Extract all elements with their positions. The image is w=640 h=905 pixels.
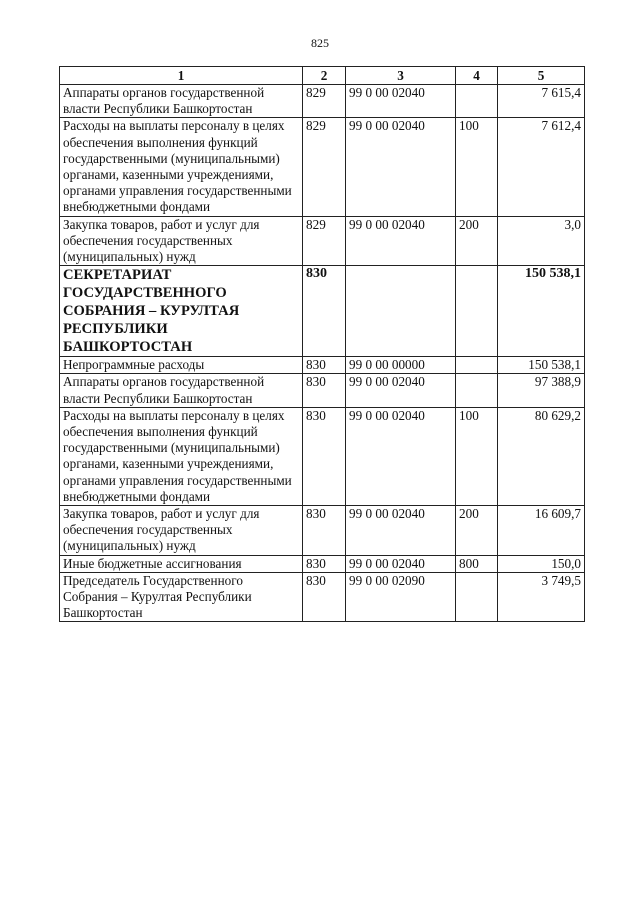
row-code: 830 (303, 374, 346, 407)
row-type: 200 (456, 216, 498, 266)
row-code: 829 (303, 118, 346, 216)
row-code: 830 (303, 407, 346, 505)
row-program: 99 0 00 02040 (346, 555, 456, 572)
row-program: 99 0 00 02040 (346, 85, 456, 118)
row-amount: 16 609,7 (498, 506, 585, 556)
row-name: Расходы на выплаты персоналу в целях обеспечения выполнения функций государственными (муниципальными) органами, казенными учреждениями, органами управления государственными внебюджетными фондами (60, 407, 303, 505)
row-type (456, 572, 498, 622)
table-row (60, 555, 585, 572)
table-row (60, 216, 585, 266)
column-header: 5 (498, 67, 585, 85)
row-code: 830 (303, 357, 346, 374)
row-code: 830 (303, 506, 346, 556)
row-program: 99 0 00 02040 (346, 118, 456, 216)
row-name: Закупка товаров, работ и услуг для обеспечения государственных (муниципальных) нужд (60, 506, 303, 556)
table-row (60, 572, 585, 622)
table-row (60, 357, 585, 374)
row-type (456, 266, 498, 357)
row-program: 99 0 00 02090 (346, 572, 456, 622)
row-code: 829 (303, 216, 346, 266)
row-name: Закупка товаров, работ и услуг для обеспечения государственных (муниципальных) нужд (60, 216, 303, 266)
row-type (456, 374, 498, 407)
column-header: 1 (60, 67, 303, 85)
row-program: 99 0 00 02040 (346, 407, 456, 505)
row-amount: 150 538,1 (498, 266, 585, 357)
column-header: 3 (346, 67, 456, 85)
row-amount: 150,0 (498, 555, 585, 572)
row-name: СЕКРЕТАРИАТ ГОСУДАРСТВЕННОГО СОБРАНИЯ – КУРУЛТАЯ РЕСПУБЛИКИ БАШКОРТОСТАН (60, 266, 303, 357)
row-name: Аппараты органов государственной власти Республики Башкортостан (60, 85, 303, 118)
row-code: 830 (303, 555, 346, 572)
row-code: 830 (303, 572, 346, 622)
column-header: 2 (303, 67, 346, 85)
table-row (60, 407, 585, 505)
table-row-section (60, 266, 585, 357)
row-name: Непрограммные расходы (60, 357, 303, 374)
row-type: 100 (456, 118, 498, 216)
row-amount: 7 612,4 (498, 118, 585, 216)
column-header: 4 (456, 67, 498, 85)
row-type: 100 (456, 407, 498, 505)
row-program: 99 0 00 02040 (346, 506, 456, 556)
table-row (60, 118, 585, 216)
row-amount: 3,0 (498, 216, 585, 266)
table-row (60, 506, 585, 556)
row-name: Председатель Государственного Собрания – Курултая Республики Башкортостан (60, 572, 303, 622)
table-row (60, 374, 585, 407)
row-type (456, 357, 498, 374)
row-name: Расходы на выплаты персоналу в целях обеспечения выполнения функций государственными (муниципальными) органами, казенными учреждениями, органами управления государственными внебюджетными фондами (60, 118, 303, 216)
row-program: 99 0 00 02040 (346, 216, 456, 266)
table-header-row (60, 67, 585, 85)
row-code: 829 (303, 85, 346, 118)
budget-table (59, 66, 585, 622)
row-program: 99 0 00 02040 (346, 374, 456, 407)
row-amount: 97 388,9 (498, 374, 585, 407)
row-amount: 3 749,5 (498, 572, 585, 622)
row-amount: 7 615,4 (498, 85, 585, 118)
row-amount: 80 629,2 (498, 407, 585, 505)
table-row (60, 85, 585, 118)
page-number: 825 (311, 36, 329, 50)
row-name: Иные бюджетные ассигнования (60, 555, 303, 572)
row-type: 200 (456, 506, 498, 556)
row-program (346, 266, 456, 357)
row-name: Аппараты органов государственной власти Республики Башкортостан (60, 374, 303, 407)
row-code: 830 (303, 266, 346, 357)
row-program: 99 0 00 00000 (346, 357, 456, 374)
row-type (456, 85, 498, 118)
row-amount: 150 538,1 (498, 357, 585, 374)
row-type: 800 (456, 555, 498, 572)
